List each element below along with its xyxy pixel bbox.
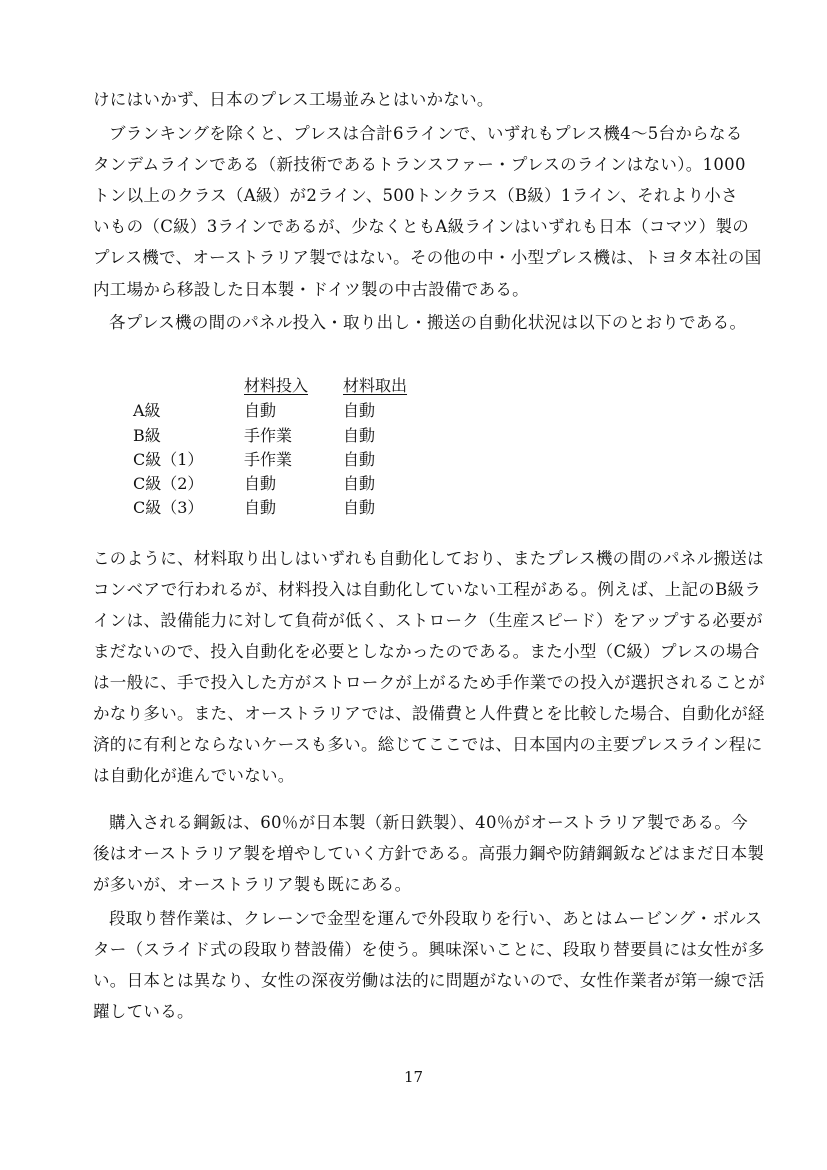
paragraph-2-line: トン以上のクラス（A級）が2ライン、500トンクラス（B級）1ライン、それより小さ [93, 186, 738, 205]
table-cell-input: 自動 [244, 498, 277, 517]
table-header-output: 材料取出 [343, 376, 408, 395]
paragraph-4-line: かなり多い。また、オーストラリアでは、設備費と人件費とを比較した場合、自動化が経 [93, 704, 765, 723]
paragraph-2-line: ブランキングを除くと、プレスは合計6ラインで、いずれもプレス機4～5台からなる [109, 124, 743, 143]
paragraph-4-line: コンベアで行われるが、材料投入は自動化していない工程がある。例えば、上記のB級ラ [93, 580, 762, 599]
paragraph-6-line: ター（スライド式の段取り替設備）を使う。興味深いことに、段取り替要員には女性が多 [93, 940, 765, 959]
paragraph-4-line: まだないので、投入自動化を必要としなかったのである。また小型（C級）プレスの場合 [93, 642, 760, 661]
paragraph-6-line: 段取り替作業は、クレーンで金型を運んで外段取りを行い、あとはムービング・ボルス [109, 909, 763, 928]
paragraph-4-line: 済的に有利とならないケースも多い。総じてここでは、日本国内の主要プレスライン程に [93, 735, 763, 754]
paragraph-2-line: プレス機で、オーストラリア製ではない。その他の中・小型プレス機は、トヨタ本社の国 [93, 248, 762, 267]
table-header-input: 材料投入 [244, 376, 309, 395]
page-number: 17 [403, 1068, 424, 1086]
table-row-label: C級（3） [133, 498, 204, 517]
paragraph-2-line: タンデムラインである（新技術であるトランスファー・プレスのラインはない）。1000 [93, 155, 746, 174]
paragraph-4-line: は一般に、手で投入した方がストロークが上がるため手作業での投入が選択されることが [93, 673, 765, 692]
table-cell-output: 自動 [343, 498, 376, 517]
paragraph-5-line: が多いが、オーストラリア製も既にある。 [93, 875, 412, 894]
paragraph-2-line: いもの（C級）3ラインであるが、少なくともA級ラインはいずれも日本（コマツ）製の [93, 217, 750, 236]
paragraph-2-line: 内工場から移設した日本製・ドイツ製の中古設備である。 [93, 280, 529, 299]
table-cell-input: 手作業 [244, 426, 293, 445]
paragraph-6-line: い。日本とは異なり、女性の深夜労働は法的に問題がないので、女性作業者が第一線で活 [93, 971, 765, 990]
paragraph-4-line: は自動化が進んでいない。 [93, 766, 295, 785]
table-cell-output: 自動 [343, 474, 376, 493]
table-cell-input: 手作業 [244, 450, 293, 469]
table-row-label: C級（2） [133, 474, 204, 493]
table-row-label: B級 [133, 426, 161, 445]
paragraph-1-line: けにはいかず、日本のプレス工場並みとはいかない。 [93, 90, 494, 109]
table-cell-output: 自動 [343, 450, 376, 469]
table-cell-input: 自動 [244, 474, 277, 493]
paragraph-4-line: このように、材料取り出しはいずれも自動化しており、またプレス機の間のパネル搬送は [93, 549, 764, 568]
table-row-label: A級 [133, 401, 161, 420]
paragraph-5-line: 購入される鋼鈑は、60％が日本製（新日鉄製）、40％がオーストラリア製である。今 [109, 813, 748, 832]
paragraph-3-line: 各プレス機の間のパネル投入・取り出し・搬送の自動化状況は以下のとおりである。 [109, 313, 747, 332]
table-cell-output: 自動 [343, 401, 376, 420]
paragraph-6-line: 躍している。 [93, 1002, 194, 1021]
table-cell-input: 自動 [244, 401, 277, 420]
table-cell-output: 自動 [343, 426, 376, 445]
paragraph-5-line: 後はオーストラリア製を増やしていく方針である。高張力鋼や防錆鋼鈑などはまだ日本製 [93, 844, 765, 863]
paragraph-4-line: インは、設備能力に対して負荷が低く、ストローク（生産スピード）をアップする必要が [93, 611, 763, 630]
table-row-label: C級（1） [133, 450, 204, 469]
